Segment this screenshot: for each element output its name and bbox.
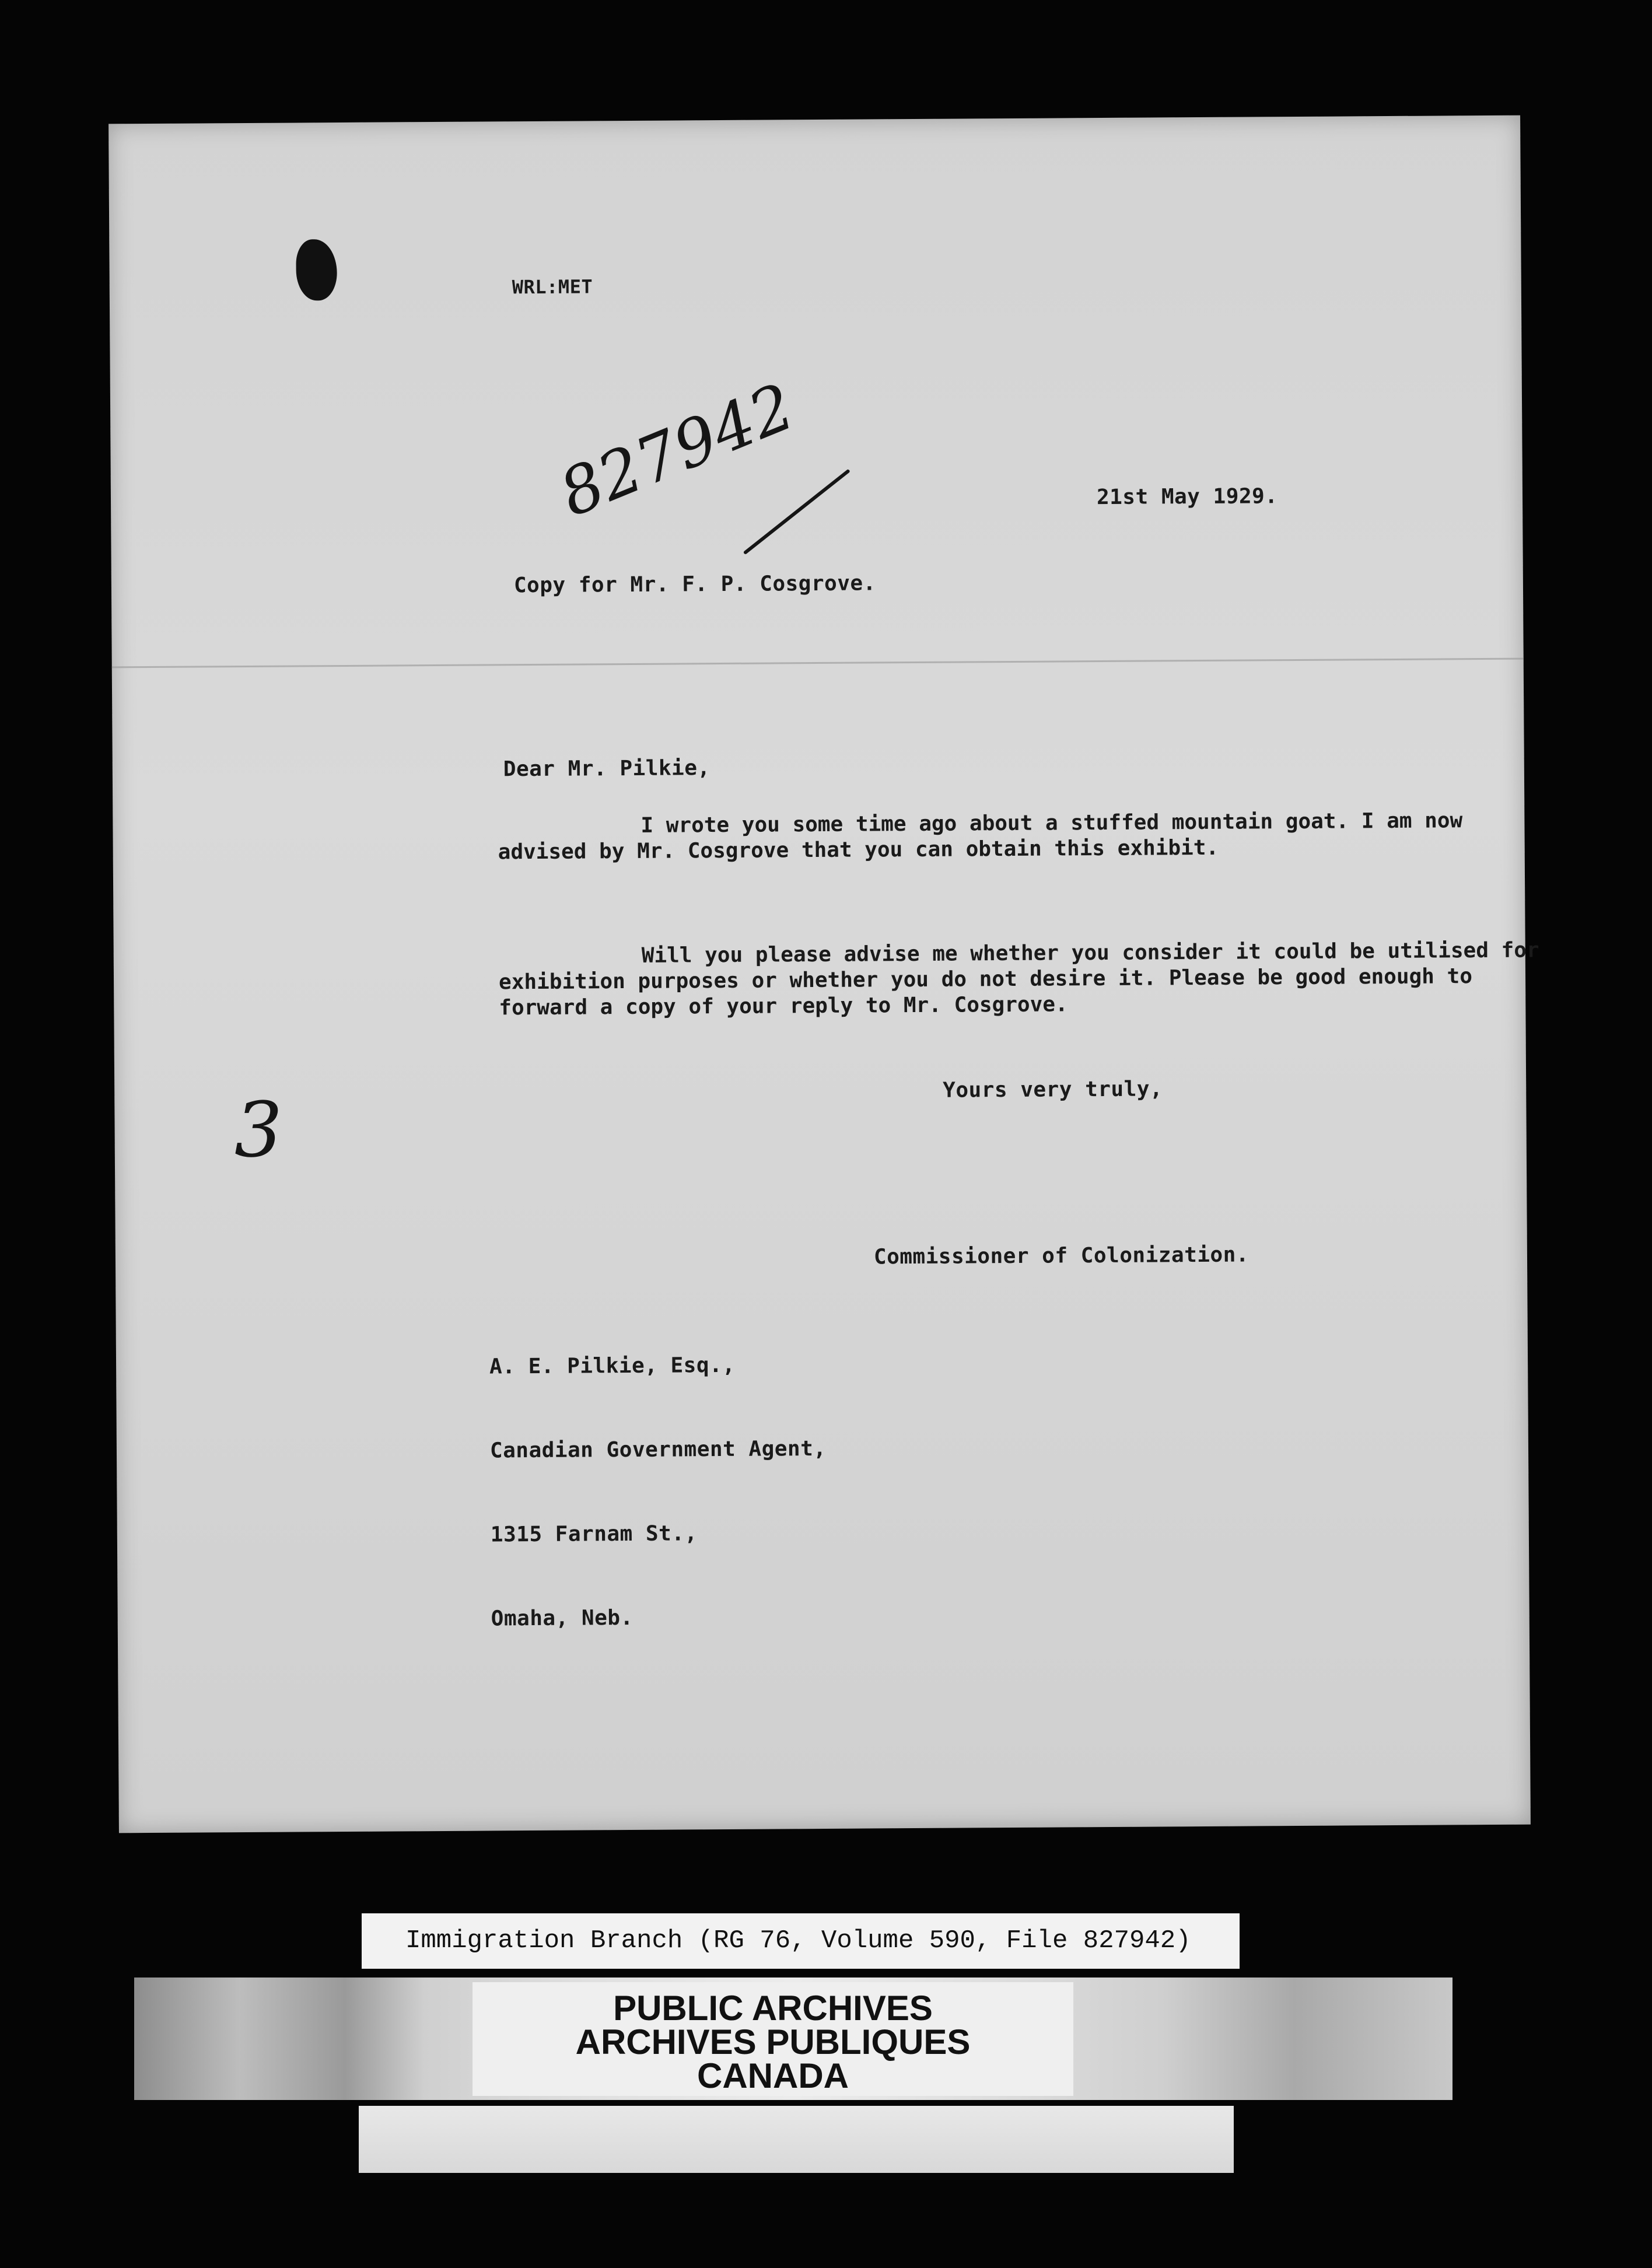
salutation: Dear Mr. Pilkie,	[503, 756, 710, 782]
letter-page	[108, 116, 1539, 1833]
archive-citation: Immigration Branch (RG 76, Volume 590, File 827942)	[362, 1913, 1240, 1969]
handwritten-file-number: 827942	[549, 369, 804, 531]
copy-line: Copy for Mr. F. P. Cosgrove.	[513, 571, 876, 598]
archive-label-line: PUBLIC ARCHIVES	[613, 1989, 933, 2028]
body-paragraph-1: I wrote you some time ago about a stuffed mountain goat. I am now advised by Mr. Cosgrove that you can obtain this exhibit.	[498, 808, 1463, 864]
reference-initials: WRL:MET	[512, 275, 593, 299]
archive-label	[473, 1982, 1073, 2096]
archive-label-line: CANADA	[697, 2056, 849, 2095]
blank-label-strip	[359, 2106, 1234, 2173]
handwritten-page-mark: 3	[234, 1085, 283, 1175]
letter-date: 21st May 1929.	[1096, 484, 1278, 510]
fold-crease	[112, 658, 1524, 668]
handwritten-underline	[743, 469, 850, 555]
address-line: A. E. Pilkie, Esq.,	[489, 1353, 736, 1379]
address-line: Canadian Government Agent,	[489, 1436, 827, 1463]
ink-blot	[296, 239, 337, 300]
address-line: Omaha, Neb.	[491, 1605, 634, 1631]
recipient-address	[489, 1295, 828, 1689]
closing: Yours very truly,	[943, 1077, 1163, 1102]
body-paragraph-2: Will you please advise me whether you consider it could be utilised for exhibition purposes or whether you do not desire it. Please be good enough to forward a copy of your reply to Mr. Cosgrove.	[498, 938, 1539, 1020]
archive-label-line: ARCHIVES PUBLIQUES	[575, 2022, 971, 2062]
signature-title: Commissioner of Colonization.	[873, 1242, 1250, 1269]
address-line: 1315 Farnam St.,	[490, 1521, 698, 1547]
